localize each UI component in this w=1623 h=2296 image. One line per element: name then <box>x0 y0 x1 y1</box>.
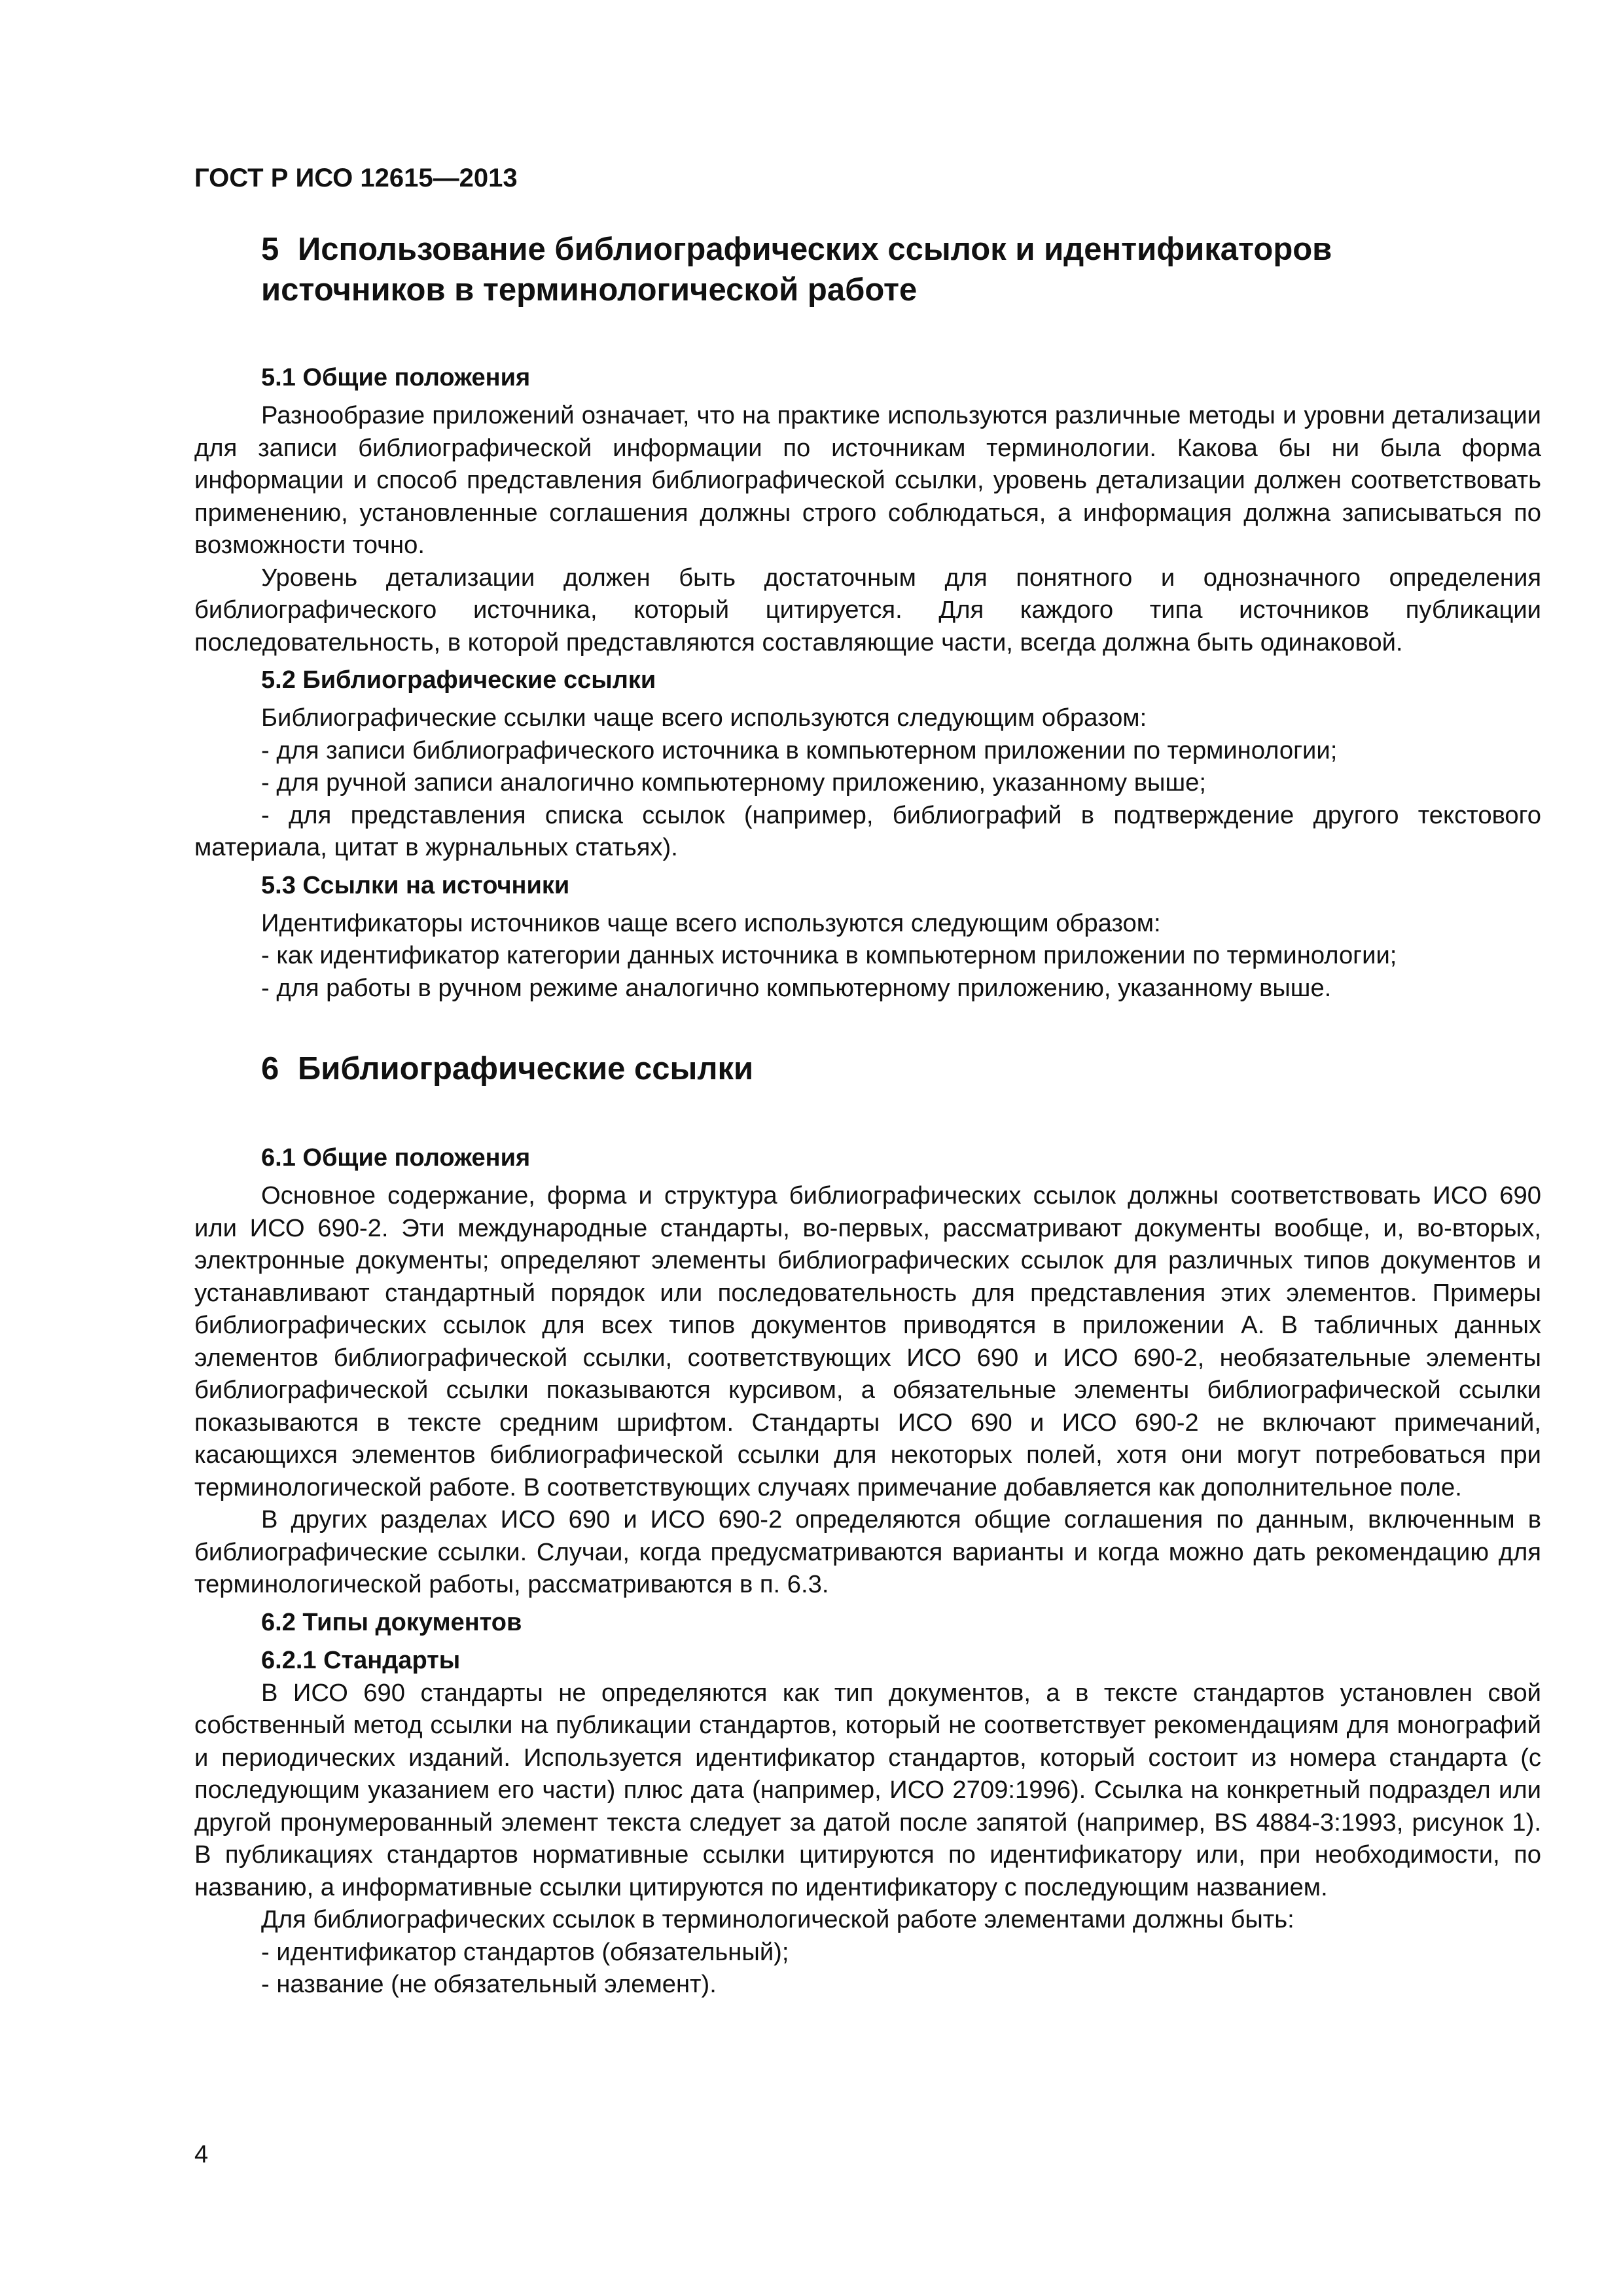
paragraph-6-1-2: В других разделах ИСО 690 и ИСО 690-2 определяются общие соглашения по данным, включенным в библиографические ссылки. Случаи, когда предусматриваются варианты и когда можно дать рекомендацию для терминологической работы, рассматриваются в п. 6.3. <box>194 1505 1541 1598</box>
section-5-title-line2: источников в терминологической работе <box>261 272 918 308</box>
page-number: 4 <box>194 2141 209 2168</box>
section-6-number: 6 <box>261 1051 279 1086</box>
paragraph-5-1-2: Уровень детализации должен быть достаточным для понятного и однозначного определения библиографического источника, который цитируется. Для каждого типа источников публикации последовательность, в которой представляются составляющие части, всегда должна быть одинаковой. <box>194 563 1541 656</box>
list-item-5-2-1: - для записи библиографического источника в компьютерном приложении по терминологии; <box>261 736 1338 764</box>
list-item-6-2-1-1: - идентификатор стандартов (обязательный); <box>261 1937 789 1966</box>
section-6-title: Библиографические ссылки <box>298 1051 754 1086</box>
list-item-5-3-1: - как идентификатор категории данных источника в компьютерном приложении по терминологии; <box>261 941 1397 969</box>
page-content <box>194 162 1541 2001</box>
paragraph-6-1-1: Основное содержание, форма и структура библиографических ссылок должны соответствовать ИСО 690 или ИСО 690-2. Эти международные стандарты, во-первых, рассматривают документы вообще, и, во-вторых, электронные документы; определяют элементы библиографических ссылок для различных типов документов и устанавливают стандартный порядок или последовательность для представления этих элементов. Примеры библиографических ссылок для всех типов документов приводятся в приложении А. В табличных данных элементов библиографической ссылки, соответствующих ИСО 690 и ИСО 690-2, необязательные элементы библиографической ссылки показываются курсивом, а обязательные элементы библиографической ссылки показываются в тексте средним шрифтом. Стандарты ИСО 690 и ИСО 690-2 не включают примечаний, касающихся элементов библиографической ссылки для некоторых полей, хотя они могут потребоваться при терминологической работе. В соответствующих случаях примечание добавляется как дополнительное поле. <box>194 1181 1541 1501</box>
subsection-5-2-title: 5.2 Библиографические ссылки <box>261 666 656 694</box>
paragraph-6-2-1-intro: Для библиографических ссылок в терминологической работе элементами должны быть: <box>261 1905 1294 1933</box>
list-item-5-2-2: - для ручной записи аналогично компьютерному приложению, указанному выше; <box>261 768 1206 797</box>
paragraph-5-2-intro: Библиографические ссылки чаще всего используются следующим образом: <box>261 704 1147 732</box>
paragraph-6-2-1-1: В ИСО 690 стандарты не определяются как тип документов, а в тексте стандартов установлен свой собственный метод ссылки на публикации стандартов, который не соответствует рекомендациям для монографий и периодических изданий. Используется идентификатор стандартов, который состоит из номера стандарта (с последующим указанием его части) плюс дата (например, ИСО 2709:1996). Ссылка на конкретный подраздел или другой пронумерованный элемент текста следует за датой после запятой (например, BS 4884-3:1993, рисунок 1). В публикациях стандартов нормативные ссылки цитируются по идентификатору или, при необходимости, по названию, а информативные ссылки цитируются по идентификатору с последующим названием. <box>194 1678 1541 1901</box>
section-5-title-line1: Использование библиографических ссылок и идентификаторов <box>298 232 1332 267</box>
paragraph-5-3-intro: Идентификаторы источников чаще всего используются следующим образом: <box>261 908 1161 937</box>
section-6-heading <box>194 1049 1541 1089</box>
paragraph-5-1-1: Разнообразие приложений означает, что на практике используются различные методы и уровни детализации для записи библиографической информации по источникам терминологии. Какова бы ни была форма информации и способ представления библиографической ссылки, уровень детализации должен соответствовать применению, установленные соглашения должны строго соблюдаться, а информация должна записываться по возможности точно. <box>194 401 1541 559</box>
subsection-6-1-title: 6.1 Общие положения <box>261 1144 531 1172</box>
subsection-5-3-title: 5.3 Ссылки на источники <box>261 871 570 899</box>
section-5-number: 5 <box>261 232 279 267</box>
document-header: ГОСТ Р ИСО 12615—2013 <box>194 164 518 192</box>
list-item-5-3-2: - для работы в ручном режиме аналогично компьютерному приложению, указанному выше. <box>261 973 1332 1002</box>
subsection-6-2-1-title: 6.2.1 Стандарты <box>261 1646 461 1674</box>
section-5-heading <box>194 229 1541 310</box>
subsection-6-2-title: 6.2 Типы документов <box>261 1608 522 1636</box>
list-item-6-2-1-2: - название (не обязательный элемент). <box>261 1970 717 1998</box>
subsection-5-1-title: 5.1 Общие положения <box>261 364 531 391</box>
list-item-5-2-3: - для представления списка ссылок (например, библиографий в подтверждение другого текстового материала, цитат в журнальных статьях). <box>194 800 1541 861</box>
